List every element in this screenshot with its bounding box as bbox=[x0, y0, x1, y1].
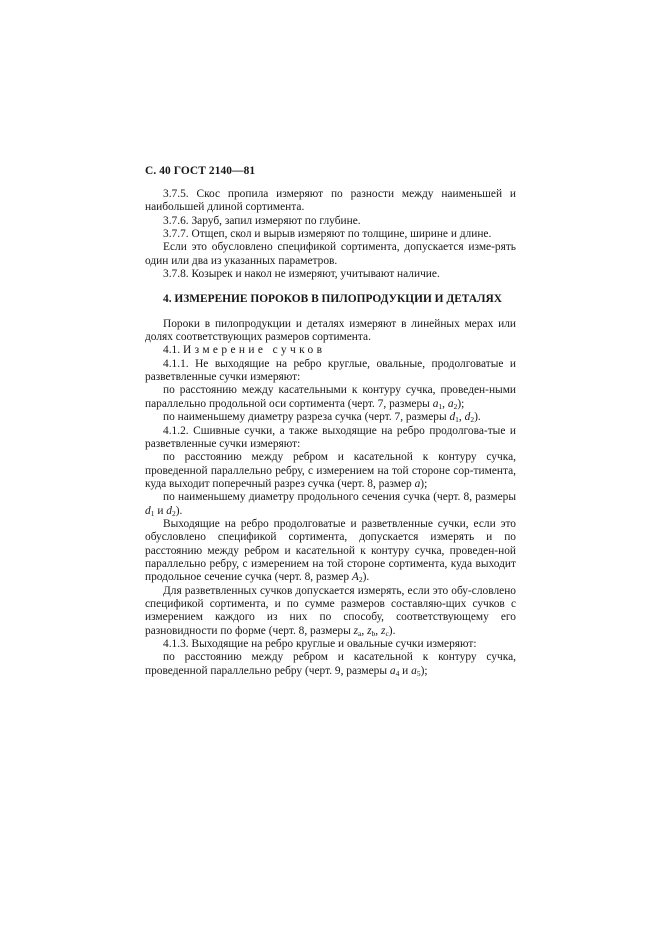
clause-3-7-5: 3.7.5. Скос пропила измеряют по разности между наименьшей и наибольшей длиной сортимента. bbox=[145, 188, 516, 214]
clause-4-1-1: 4.1.1. Не выходящие на ребро круглые, овальные, продолговатые и разветвленные сучки измеряют: bbox=[145, 357, 516, 384]
clause-4-1-2-d: Для разветвленных сучков допускается измерять, если это обу-словлено спецификой сортимента, и по сумме размеров составляю-щих сучков с измерением каждого из них по способу, соответствующему его разновидности по форме (черт. 8, размеры $z_a$, $z_b$, $z_c$). bbox=[145, 584, 516, 638]
clause-3-7-6: 3.7.6. Заруб, запил измеряют по глубине. bbox=[163, 214, 361, 227]
clause-4-1-1-b: по наименьшему диаметру разреза сучка (черт. 7, размеры $d_1$, $d_2$). bbox=[163, 411, 481, 425]
clause-4-1-2-a: по расстоянию между ребром и касательной к контуру сучка, проведенной параллельно ребру, с измерением на той стороне сор-тимента, куда выходит поперечный разрез сучка (черт. 8, размер a); bbox=[145, 451, 516, 490]
clause-4-1-3: 4.1.3. Выходящие на ребро круглые и овальные сучки измеряют: bbox=[163, 638, 477, 650]
clause-3-7-8: 3.7.8. Козырек и накол не измеряют, учитывают наличие. bbox=[163, 268, 440, 281]
clause-3-7-7-note: Если это обусловлено спецификой сортимента, допускается изме-рять один или два из указанных параметров. bbox=[145, 241, 516, 267]
clause-4-1-1-a: по расстоянию между касательными к контуру сучка, проведен-ными параллельно продольной оси сортимента (черт. 7, размеры $a_1$, $a_2$); bbox=[145, 384, 516, 411]
page-body bbox=[145, 188, 516, 678]
clause-4-1-number: 4.1. bbox=[163, 344, 181, 357]
clause-4-1-2-b: по наименьшему диаметру продольного сечения сучка (черт. 8, размеры $d_1$ и $d_2$). bbox=[145, 491, 516, 518]
clause-4-1-2-c: Выходящие на ребро продолговатые и разветвленные сучки, если это обусловлено спецификой сортимента, допускается измерять и по расстоянию между ребром и касательной к контуру сучка, проведен-ной параллельно ребру, с измерением на той стороне сортимента, куда выходит продольное сечение сучка (черт. 8, размер $A_2$). bbox=[145, 517, 516, 585]
clause-4-1-title: Измерение сучков bbox=[182, 344, 326, 357]
clause-4-1-2: 4.1.2. Сшивные сучки, а также выходящие на ребро продолгова-тые и разветвленные сучки измеряют: bbox=[145, 424, 516, 450]
clause-4-1 bbox=[145, 344, 516, 357]
clause-3-7-7: 3.7.7. Отщеп, скол и вырыв измеряют по толщине, ширине и длине. bbox=[163, 228, 492, 241]
page-header: С. 40 ГОСТ 2140—81 bbox=[145, 165, 256, 177]
clause-4-1-3-a: по расстоянию между ребром и касательной к контуру сучка, проведенной параллельно ребру (черт. 9, размеры $a_4$ и $a_5$); bbox=[145, 651, 516, 678]
section-4-heading: 4. ИЗМЕРЕНИЕ ПОРОКОВ В ПИЛОПРОДУКЦИИ И ДЕТАЛЯХ bbox=[163, 293, 502, 306]
section-4-intro: Пороки в пилопродукции и деталях измеряют в линейных мерах или долях соответствующих размеров сортимента. bbox=[145, 317, 516, 344]
